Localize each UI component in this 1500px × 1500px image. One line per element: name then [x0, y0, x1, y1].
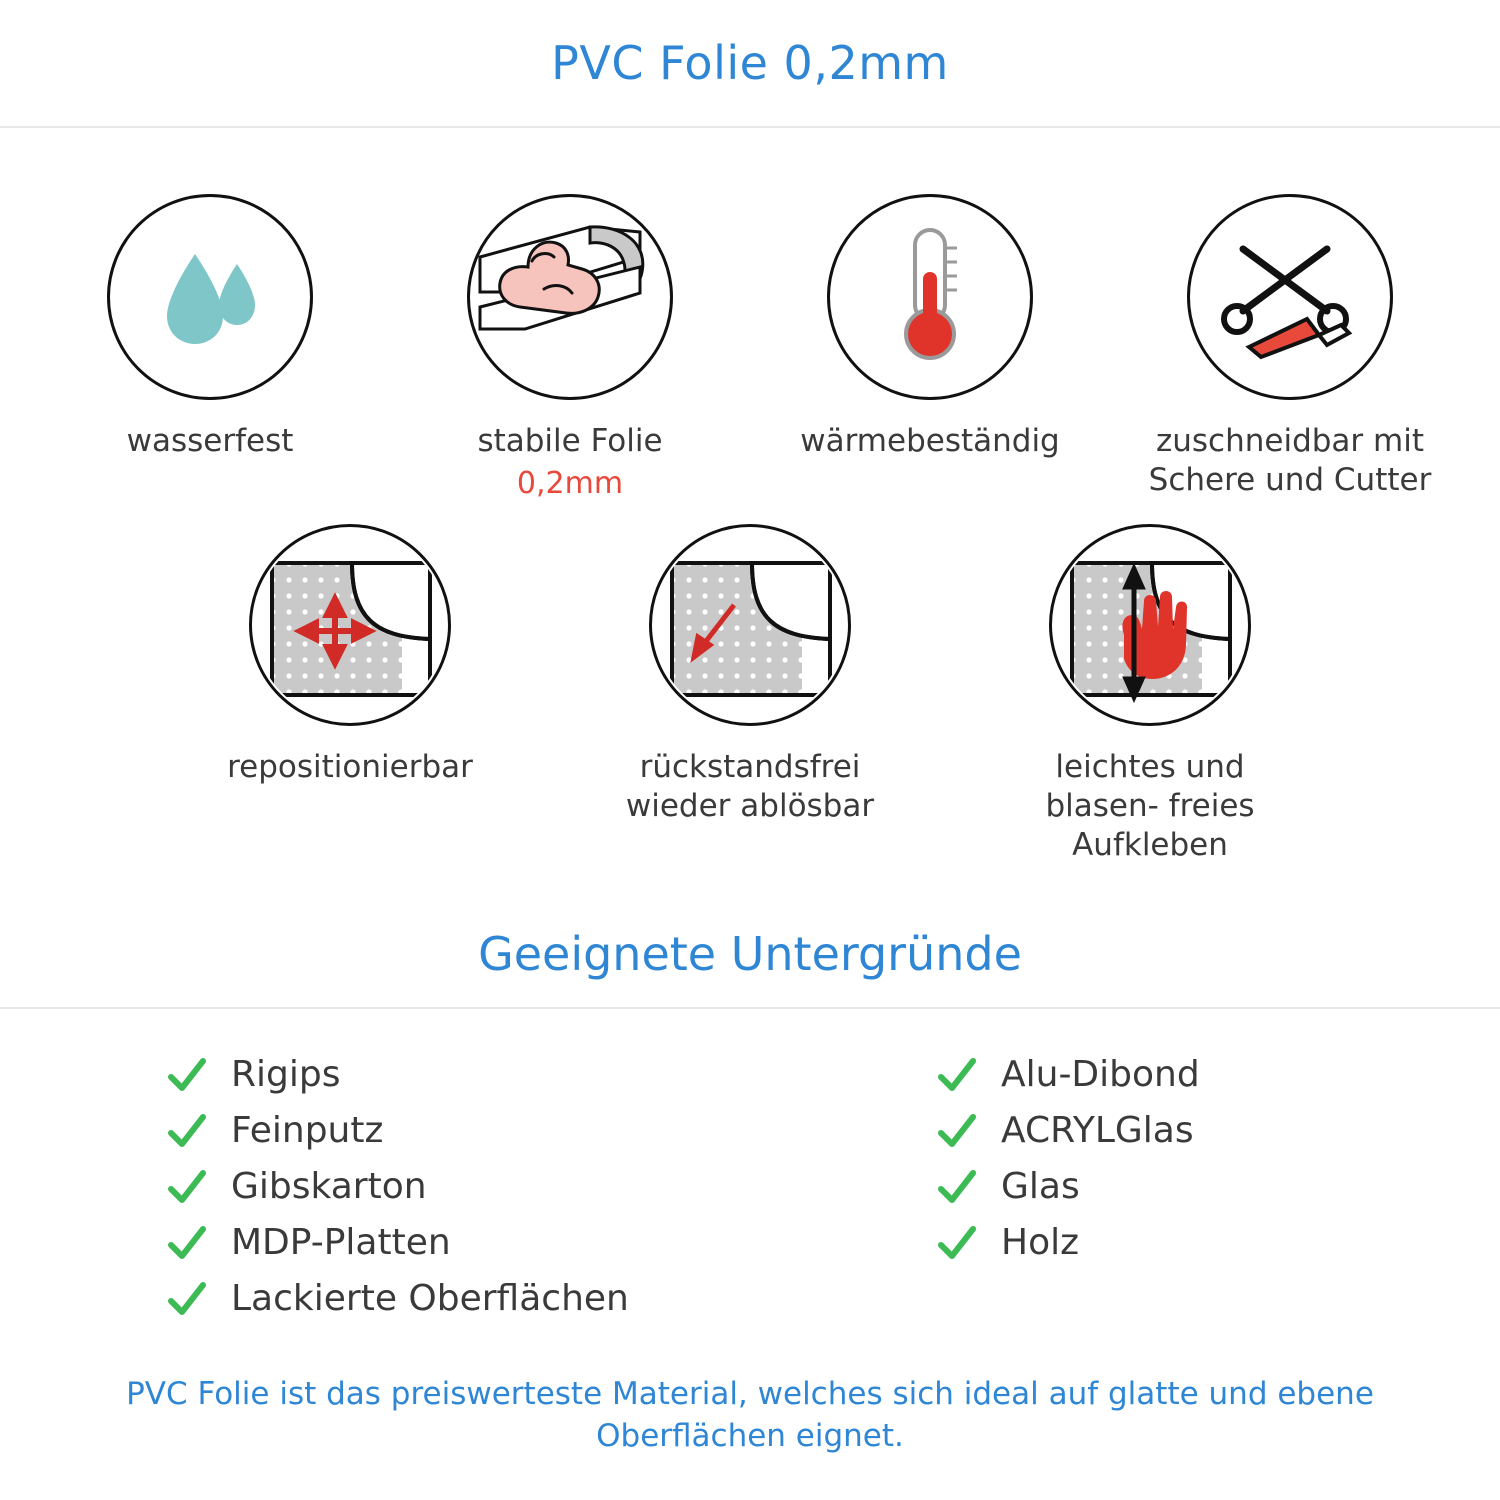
scissors-cutter-icon [1215, 227, 1365, 367]
feature-icon-circle [1187, 194, 1393, 400]
page-title: PVC Folie 0,2mm [551, 36, 949, 90]
strong-arm-film-icon [470, 197, 670, 397]
feature-label: rückstandsfrei wieder ablösbar [625, 749, 875, 824]
check-icon [935, 1221, 979, 1265]
check-icon [165, 1165, 209, 1209]
list-item-label: Rigips [231, 1054, 341, 1095]
feature-sublabel: 0,2mm [516, 465, 624, 501]
list-item [165, 1221, 805, 1265]
feature-label: stabile Folie [477, 423, 663, 459]
check-icon [165, 1053, 209, 1097]
feature-row-top [0, 128, 1500, 502]
feature-caption [127, 422, 294, 461]
surfaces-column-right [935, 1053, 1335, 1321]
list-item [935, 1109, 1335, 1153]
feature-label: wasserfest [126, 423, 294, 459]
check-icon [165, 1109, 209, 1153]
surfaces-list [0, 1009, 1500, 1321]
list-item [165, 1109, 805, 1153]
feature-row-bottom [0, 502, 1500, 864]
list-item-label: Alu-Dibond [1001, 1054, 1200, 1095]
feature-label: leichtes und blasen- freies Aufkleben [1045, 749, 1255, 863]
list-item [165, 1053, 805, 1097]
list-item-label: MDP-Platten [231, 1222, 451, 1263]
header [0, 0, 1500, 128]
feature-icon-circle [107, 194, 313, 400]
peel-off-arrow-icon [652, 527, 848, 723]
footer-note: PVC Folie ist das preiswerteste Material, welches sich ideal auf glatte und ebene Oberflächen eignet. [126, 1376, 1374, 1455]
list-item [165, 1165, 805, 1209]
list-item [935, 1053, 1335, 1097]
list-item [165, 1277, 805, 1321]
hand-smooth-icon [1052, 527, 1248, 723]
check-icon [165, 1221, 209, 1265]
feature-caption [1140, 422, 1440, 500]
surfaces-column-left [165, 1053, 805, 1321]
list-item [935, 1165, 1335, 1209]
feature-label: repositionierbar [227, 749, 473, 786]
feature-repositionierbar [205, 524, 495, 787]
feature-icon-circle [827, 194, 1033, 400]
reposition-arrows-icon [252, 527, 448, 723]
section-header [0, 927, 1500, 1009]
check-icon [165, 1277, 209, 1321]
feature-stabile-folie [420, 194, 720, 502]
check-icon [935, 1165, 979, 1209]
feature-rueckstandsfrei [605, 524, 895, 826]
feature-zuschneidbar [1140, 194, 1440, 500]
feature-icon-circle [467, 194, 673, 400]
feature-icon-circle [1049, 524, 1251, 726]
thermometer-icon [885, 222, 975, 372]
list-item-label: Gibskarton [231, 1166, 427, 1207]
list-item-label: Glas [1001, 1166, 1080, 1207]
feature-blasenfreies-aufkleben [1005, 524, 1295, 864]
feature-caption [1005, 748, 1295, 864]
check-icon [935, 1053, 979, 1097]
feature-caption [605, 748, 895, 826]
feature-caption [227, 748, 473, 787]
list-item [935, 1221, 1335, 1265]
list-item-label: Feinputz [231, 1110, 384, 1151]
feature-waermebestaendig [780, 194, 1080, 461]
feature-icon-circle [649, 524, 851, 726]
list-item-label: Holz [1001, 1222, 1079, 1263]
feature-label: wärmebeständig [800, 423, 1060, 459]
feature-wasserfest [60, 194, 360, 461]
section-title: Geeignete Untergründe [478, 926, 1022, 981]
check-icon [935, 1109, 979, 1153]
list-item-label: ACRYLGlas [1001, 1110, 1194, 1151]
feature-label: zuschneidbar mit Schere und Cutter [1148, 423, 1432, 498]
water-drops-icon [145, 232, 275, 362]
list-item-label: Lackierte Oberflächen [231, 1278, 629, 1319]
feature-caption [800, 422, 1060, 461]
feature-caption [477, 422, 662, 502]
feature-icon-circle [249, 524, 451, 726]
